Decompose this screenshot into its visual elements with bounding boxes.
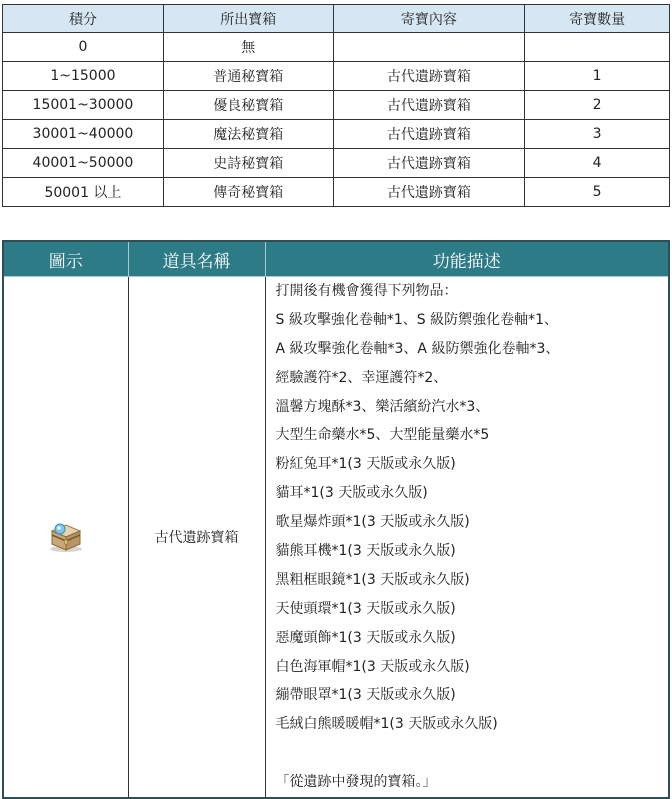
content-cell (333, 33, 525, 62)
description-line: 繃帶眼罩*1(3 天版或永久版) (275, 687, 456, 704)
treasure-chest-icon (46, 515, 86, 555)
table-row (3, 120, 670, 149)
column-header: 寄寶內容 (333, 5, 525, 33)
score-cell: 40001~50000 (3, 149, 164, 178)
content-cell: 古代遺跡寶箱 (333, 149, 525, 178)
description-line: 黑粗框眼鏡*1(3 天版或永久版) (275, 571, 470, 588)
quantity-cell: 1 (525, 62, 670, 91)
description-line: 惡魔頭飾*1(3 天版或永久版) (275, 629, 456, 646)
table-header-row (3, 5, 670, 33)
description-line: 貓熊耳機*1(3 天版或永久版) (275, 543, 456, 560)
description-line: 打開後有機會獲得下列物品： (275, 283, 458, 299)
table-row (3, 178, 670, 207)
content-cell: 古代遺跡寶箱 (333, 62, 525, 91)
description-line: 歌星爆炸頭*1(3 天版或永久版) (275, 514, 470, 531)
score-reward-table (2, 4, 670, 207)
column-header: 圖示 (3, 241, 128, 277)
description-line: 溫馨方塊酥*3、樂活繽紛汽水*3、 (275, 398, 490, 415)
chest-cell: 優良秘寶箱 (163, 91, 333, 120)
column-header: 寄寶數量 (525, 5, 670, 33)
chest-cell: 魔法秘寶箱 (163, 120, 333, 149)
column-header: 所出寶箱 (163, 5, 333, 33)
table-row (3, 91, 670, 120)
table-row (3, 277, 669, 799)
quantity-cell: 4 (525, 149, 670, 178)
quantity-cell (525, 33, 670, 62)
table-row (3, 149, 670, 178)
item-description-cell (265, 277, 669, 799)
description-line: S 級攻擊強化卷軸*1、S 級防禦強化卷軸*1、 (275, 311, 558, 328)
description-line: 「從遺跡中發現的寶箱。」 (275, 774, 437, 791)
content-cell: 古代遺跡寶箱 (333, 91, 525, 120)
description-line: 白色海軍帽*1(3 天版或永久版) (275, 658, 470, 675)
item-description-table (2, 240, 670, 799)
table-header-row (3, 241, 669, 277)
icon-cell (3, 277, 128, 799)
description-line: 天使頭環*1(3 天版或永久版) (275, 600, 456, 617)
chest-cell: 傳奇秘寶箱 (163, 178, 333, 207)
chest-cell: 普通秘寶箱 (163, 62, 333, 91)
content-cell: 古代遺跡寶箱 (333, 120, 525, 149)
column-header: 功能描述 (265, 241, 669, 277)
description-line: 貓耳*1(3 天版或永久版) (275, 485, 428, 502)
description-line: 大型生命藥水*5、大型能量藥水*5 (275, 427, 490, 444)
description-line: 經驗護符*2、幸運護符*2、 (275, 369, 448, 386)
chest-cell: 無 (163, 33, 333, 62)
chest-cell: 史詩秘寶箱 (163, 149, 333, 178)
content-cell: 古代遺跡寶箱 (333, 178, 525, 207)
score-cell: 30001~40000 (3, 120, 164, 149)
quantity-cell: 3 (525, 120, 670, 149)
table-row (3, 33, 670, 62)
table-row (3, 62, 670, 91)
description-line: 粉紅兔耳*1(3 天版或永久版) (275, 456, 456, 473)
score-cell: 50001 以上 (3, 178, 164, 207)
description-line: 毛絨白熊暖暖帽*1(3 天版或永久版) (275, 716, 498, 733)
column-header: 積分 (3, 5, 164, 33)
description-line: A 級攻擊強化卷軸*3、A 級防禦強化卷軸*3、 (275, 340, 560, 357)
score-cell: 1~15000 (3, 62, 164, 91)
description-line (276, 739, 669, 768)
column-header: 道具名稱 (128, 241, 265, 277)
quantity-cell: 5 (525, 178, 670, 207)
score-cell: 0 (3, 33, 164, 62)
score-cell: 15001~30000 (3, 91, 164, 120)
item-name-cell: 古代遺跡寶箱 (128, 277, 265, 799)
quantity-cell: 2 (525, 91, 670, 120)
